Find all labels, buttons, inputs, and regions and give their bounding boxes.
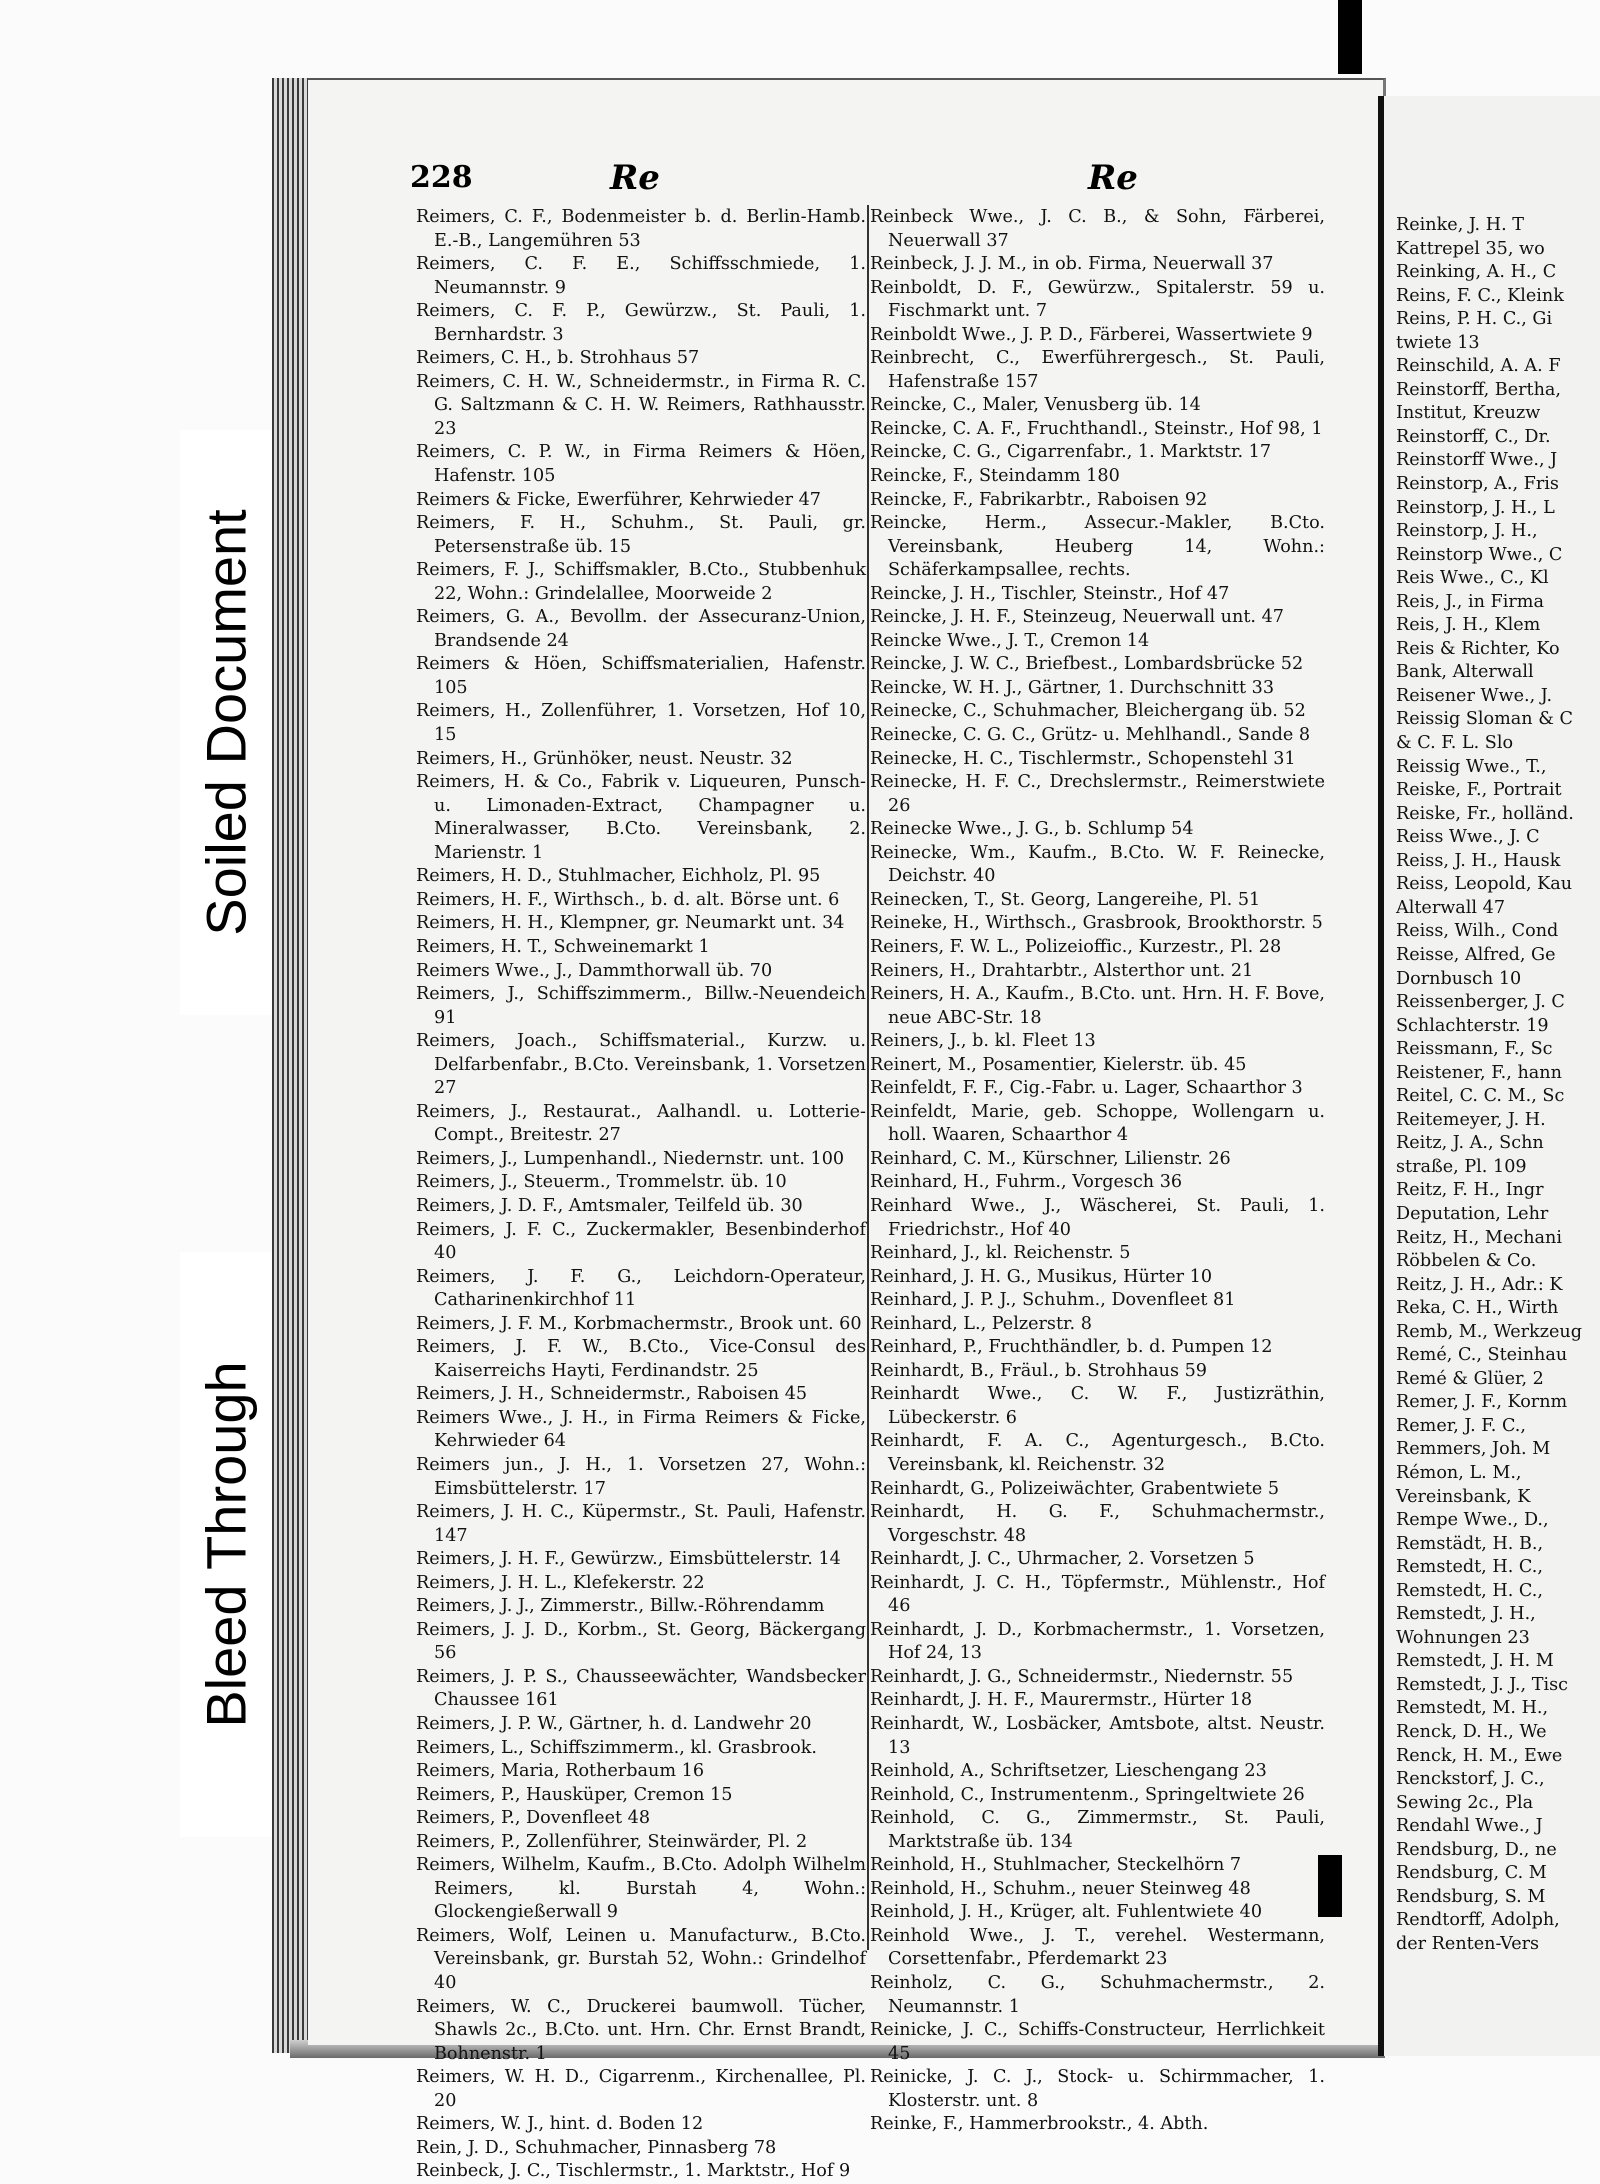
directory-entry: Reissenberger, J. C <box>1396 992 1565 1013</box>
directory-entry: Reinhold Wwe., J. T., verehel. Westermann, Corsettenfabr., Pferdemarkt 23 <box>870 1925 1325 1970</box>
directory-entry: Reincke, C., Maler, Venusberg üb. 14 <box>870 395 1201 416</box>
directory-entry: Remstädt, H. B., <box>1396 1533 1544 1554</box>
directory-entry: Rendahl Wwe., J <box>1396 1816 1543 1837</box>
directory-entry: Reimers, Maria, Rotherbaum 16 <box>416 1761 705 1782</box>
adjacent-page <box>1378 96 1600 2056</box>
directory-entry: Reinke, J. H. T <box>1396 215 1525 235</box>
directory-entry: Reinstorp, J. H., L <box>1396 497 1555 518</box>
directory-entry: Renckstorf, J. C., <box>1396 1769 1545 1790</box>
directory-entry: Reinhardt, J. D., Korbmachermstr., 1. Vorsetzen, Hof 24, 13 <box>870 1619 1325 1664</box>
directory-entry: Reimers & Höen, Schiffsmaterialien, Hafenstr. 105 <box>416 654 866 698</box>
directory-entry: Reimers, P., Zollenführer, Steinwärder, Pl. 2 <box>416 1831 808 1852</box>
directory-entry: Reinking, A. H., C <box>1396 262 1557 283</box>
directory-entry: Reimers, J. H. C., Küpermstr., St. Pauli, Hafenstr. 147 <box>416 1502 866 1546</box>
directory-entry: Reimers, L., Schiffszimmerm., kl. Grasbrook. <box>416 1737 817 1758</box>
directory-entry: Reimers, H. & Co., Fabrik v. Liqueuren, Punsch- u. Limonaden-Extract, Champagner u. Mineralwasser, B.Cto. Vereinsbank, 2. Marienstr. 1 <box>416 772 866 863</box>
directory-entry: Reiss, Leopold, Kau <box>1396 874 1573 895</box>
directory-entry: Reimers, J. H. L., Klefekerstr. 22 <box>416 1572 705 1593</box>
directory-entry: Reinhardt, J. H. F., Maurermstr., Hürter 18 <box>870 1690 1253 1711</box>
directory-entry: Reiske, F., Portrait <box>1396 780 1562 801</box>
directory-entry: Reimers, J. F. G., Leichdorn-Operateur, Catharinenkirchhof 11 <box>416 1266 866 1311</box>
directory-entry: Röbbelen & Co. <box>1396 1251 1537 1272</box>
directory-entry: Rendsburg, D., ne <box>1396 1839 1557 1860</box>
directory-entry: Reimers, J., Steuerm., Trommelstr. üb. 10 <box>416 1172 787 1193</box>
directory-entry: Reinhold, A., Schriftsetzer, Lieschengang 23 <box>870 1761 1267 1782</box>
directory-entry: Institut, Kreuzw <box>1396 403 1541 424</box>
directory-entry: Reincke, C. A. F., Fruchthandl., Steinstr., Hof 98, 1 <box>870 418 1323 439</box>
directory-entry: Reinbeck, J. J. M., in ob. Firma, Neuerwall 37 <box>870 254 1274 275</box>
directory-entry: Reiners, H. A., Kaufm., B.Cto. unt. Hrn. H. F. Bove, neue ABC-Str. 18 <box>870 984 1325 1028</box>
directory-entry: Reincke, Herm., Assecur.-Makler, B.Cto. Vereinsbank, Heuberg 14, Wohn.: Schäferkampsallee, rechts. <box>870 513 1325 581</box>
directory-entry: Remstedt, M. H., <box>1396 1698 1549 1719</box>
right-column <box>870 206 1325 2137</box>
directory-entry: Kattrepel 35, wo <box>1396 238 1545 259</box>
directory-entry: Reinhard, H., Fuhrm., Vorgesch 36 <box>870 1172 1183 1193</box>
book-spine <box>272 78 312 2053</box>
directory-entry: Reimers, J. P. S., Chausseewächter, Wandsbecker Chaussee 161 <box>416 1666 866 1711</box>
directory-entry: Reimers, J. H. F., Gewürzw., Eimsbüttelerstr. 14 <box>416 1549 841 1570</box>
directory-entry: Reineke, H., Wirthsch., Grasbrook, Brookthorstr. 5 <box>870 913 1323 934</box>
directory-entry: Reimers, C. F., Bodenmeister b. d. Berlin-Hamb. E.-B., Langemühren 53 <box>416 207 866 251</box>
directory-entry: Rempe Wwe., D., <box>1396 1510 1549 1531</box>
directory-entry: Reinhard, P., Fruchthändler, b. d. Pumpen 12 <box>870 1337 1273 1358</box>
directory-entry: Reimers Wwe., J., Dammthorwall üb. 70 <box>416 960 773 981</box>
directory-entry: Reisener Wwe., J. <box>1396 685 1553 706</box>
directory-entry: Remstedt, J. H. M <box>1396 1651 1554 1672</box>
directory-entry: Reissig Sloman & C <box>1396 709 1573 730</box>
directory-entry: Reiners, F. W. L., Polizeioffic., Kurzestr., Pl. 28 <box>870 936 1282 957</box>
directory-entry: Reinhold, J. H., Krüger, alt. Fuhlentwiete 40 <box>870 1902 1263 1923</box>
directory-entry: Wohnungen 23 <box>1396 1627 1530 1648</box>
directory-entry: Reincke, F., Fabrikarbtr., Raboisen 92 <box>870 489 1208 510</box>
directory-entry: Reinhardt Wwe., C. W. F., Justizräthin, Lübeckerstr. 6 <box>870 1384 1325 1428</box>
directory-entry: Reincke, W. H. J., Gärtner, 1. Durchschnitt 33 <box>870 677 1275 698</box>
directory-entry: Reinecke, C., Schuhmacher, Bleichergang üb. 52 <box>870 701 1306 722</box>
directory-entry: Reitz, H., Mechani <box>1396 1227 1562 1248</box>
directory-entry: Reimers, J. F. W., B.Cto., Vice-Consul des Kaiserreichs Hayti, Ferdinandstr. 25 <box>416 1337 866 1381</box>
adjacent-page-column <box>1396 214 1600 1956</box>
directory-entry: Reinhard Wwe., J., Wäscherei, St. Pauli, 1. Friedrichstr., Hof 40 <box>870 1195 1325 1240</box>
directory-entry: Reinecke Wwe., J. G., b. Schlump 54 <box>870 819 1194 840</box>
directory-entry: Reincke, J. H., Tischler, Steinstr., Hof 47 <box>870 583 1230 604</box>
bleed-through-tag <box>180 1252 272 1837</box>
directory-entry: Reinecke, Wm., Kaufm., B.Cto. W. F. Reinecke, Deichstr. 40 <box>870 842 1325 887</box>
directory-entry: Rendsburg, S. M <box>1396 1886 1546 1907</box>
directory-entry: Reimers, W. H. D., Cigarrenm., Kirchenallee, Pl. 20 <box>416 2067 866 2111</box>
directory-entry: Reitz, F. H., Ingr <box>1396 1180 1544 1201</box>
directory-entry: Reimers, Wolf, Leinen u. Manufacturw., B.Cto. Vereinsbank, gr. Burstah 52, Wohn.: Grindelhof 40 <box>416 1925 866 1994</box>
directory-entry: Reimers, C. H., b. Strohhaus 57 <box>416 348 700 369</box>
directory-entry: Reincke, F., Steindamm 180 <box>870 466 1120 487</box>
directory-entry: Reinhardt, J. G., Schneidermstr., Niedernstr. 55 <box>870 1666 1294 1687</box>
directory-entry: Reiss, Wilh., Cond <box>1396 921 1559 942</box>
directory-entry: Reimers, J. J., Zimmerstr., Billw.-Röhrendamm <box>416 1596 825 1617</box>
directory-entry: & C. F. L. Slo <box>1396 733 1514 754</box>
directory-entry: Remstedt, J. J., Tisc <box>1396 1674 1568 1695</box>
directory-entry: Reimers, J., Lumpenhandl., Niedernstr. unt. 100 <box>416 1148 845 1169</box>
directory-entry: Remstedt, H. C., <box>1396 1557 1543 1578</box>
directory-entry: Reimers, C. P. W., in Firma Reimers & Höen, Hafenstr. 105 <box>416 442 866 487</box>
directory-entry: Reis, J. H., Klem <box>1396 615 1541 636</box>
directory-entry: Reincke, J. H. F., Steinzeug, Neuerwall unt. 47 <box>870 607 1284 628</box>
directory-entry: Reimers, H. H., Klempner, gr. Neumarkt unt. 34 <box>416 913 845 934</box>
running-head-left: Re <box>610 158 660 198</box>
directory-entry: Reiss Wwe., J. C <box>1396 827 1540 848</box>
directory-entry: Reimers, H. T., Schweinemarkt 1 <box>416 936 710 957</box>
directory-entry: twiete 13 <box>1396 332 1480 353</box>
directory-entry: Reimers, H., Zollenführer, 1. Vorsetzen, Hof 10, 15 <box>416 701 866 746</box>
directory-entry: Reinhard, J. H. G., Musikus, Hürter 10 <box>870 1266 1213 1287</box>
directory-entry: Reimers Wwe., J. H., in Firma Reimers & Ficke, Kehrwieder 64 <box>416 1407 866 1452</box>
directory-entry: Reimers, J., Schiffszimmerm., Billw.-Neuendeich 91 <box>416 984 866 1028</box>
directory-entry: Remb, M., Werkzeug <box>1396 1321 1582 1342</box>
directory-entry: Reissig Wwe., T., <box>1396 756 1547 777</box>
directory-entry: Reimers, C. F. E., Schiffsschmiede, 1. Neumannstr. 9 <box>416 254 866 298</box>
directory-entry: Rémon, L. M., <box>1396 1462 1522 1483</box>
directory-entry: Reimers, W. J., hint. d. Boden 12 <box>416 2114 704 2135</box>
directory-entry: Reiss, J. H., Hausk <box>1396 850 1561 871</box>
directory-entry: Alterwall 47 <box>1396 897 1506 918</box>
directory-entry: Rein, J. D., Schuhmacher, Pinnasberg 78 <box>416 2137 777 2158</box>
directory-entry: Reinboldt Wwe., J. P. D., Färberei, Wassertwiete 9 <box>870 324 1313 345</box>
directory-entry: Reimers, J. H., Schneidermstr., Raboisen 45 <box>416 1384 808 1405</box>
directory-entry: Reis, J., in Firma <box>1396 591 1544 612</box>
directory-entry: Reinecke, H. C., Tischlermstr., Schopenstehl 31 <box>870 748 1296 769</box>
directory-entry: Reimers, F. H., Schuhm., St. Pauli, gr. Petersenstraße üb. 15 <box>416 513 866 557</box>
directory-entry: Reka, C. H., Wirth <box>1396 1298 1559 1319</box>
directory-entry: Reimers, J. F. M., Korbmachermstr., Brook unt. 60 <box>416 1313 862 1334</box>
directory-entry: Reinicke, J. C. J., Stock- u. Schirmmacher, 1. Klosterstr. unt. 8 <box>870 2067 1325 2111</box>
soiled-document-tag <box>180 430 272 1015</box>
directory-entry: Reinstorff, Bertha, <box>1396 379 1562 400</box>
directory-entry: Vereinsbank, K <box>1396 1486 1531 1507</box>
directory-entry: Reinfeldt, F. F., Cig.-Fabr. u. Lager, Schaarthor 3 <box>870 1078 1303 1099</box>
bleed-through-label: Bleed Through <box>194 1361 258 1728</box>
directory-entry: Rendsburg, C. M <box>1396 1863 1547 1884</box>
directory-entry: Reimers, C. F. P., Gewürzw., St. Pauli, 1. Bernhardstr. 3 <box>416 301 866 345</box>
directory-entry: Reinhold, H., Schuhm., neuer Steinweg 48 <box>870 1878 1251 1899</box>
directory-entry: Rendtorff, Adolph, <box>1396 1910 1560 1931</box>
directory-entry: Reinhold, C., Instrumentenm., Springeltwiete 26 <box>870 1784 1305 1805</box>
directory-entry: Reimers, W. C., Druckerei baumwoll. Tücher, Shawls 2c., B.Cto. unt. Hrn. Chr. Ernst Brandt, Bohnenstr. 1 <box>416 1996 866 2064</box>
column-divider <box>867 205 869 1950</box>
directory-entry: Reimers, P., Hausküper, Cremon 15 <box>416 1784 733 1805</box>
directory-entry: Reimers, H. D., Stuhlmacher, Eichholz, Pl. 95 <box>416 866 821 887</box>
directory-entry: Reiners, J., b. kl. Fleet 13 <box>870 1031 1096 1052</box>
directory-entry: Sewing 2c., Pla <box>1396 1792 1534 1813</box>
directory-entry: Reinholz, C. G., Schuhmachermstr., 2. Neumannstr. 1 <box>870 1973 1325 2017</box>
directory-entry: Reinbrecht, C., Ewerführergesch., St. Pauli, Hafenstraße 157 <box>870 348 1325 392</box>
directory-entry: Reinschild, A. A. F <box>1396 356 1561 377</box>
directory-entry: Reinhard, J., kl. Reichenstr. 5 <box>870 1243 1131 1264</box>
directory-entry: Reinhardt, B., Fräul., b. Strohhaus 59 <box>870 1360 1207 1381</box>
directory-entry: Reincke, J. W. C., Briefbest., Lombardsbrücke 52 <box>870 654 1304 675</box>
directory-entry: Dornbusch 10 <box>1396 968 1522 989</box>
directory-entry: Reinecke, C. G. C., Grütz- u. Mehlhandl., Sande 8 <box>870 725 1311 746</box>
page-number: 228 <box>410 160 473 195</box>
directory-entry: Reinhardt, W., Losbäcker, Amtsbote, altst. Neustr. 13 <box>870 1714 1325 1758</box>
directory-entry: Schlachterstr. 19 <box>1396 1015 1549 1036</box>
directory-entry: Reincke Wwe., J. T., Cremon 14 <box>870 630 1150 651</box>
directory-entry: Reins, P. H. C., Gi <box>1396 309 1553 330</box>
directory-entry: Reinstorp, A., Fris <box>1396 474 1559 495</box>
page-header <box>410 160 1315 200</box>
directory-entry: Reinhard, L., Pelzerstr. 8 <box>870 1313 1092 1334</box>
directory-entry: Reinhardt, J. C. H., Töpfermstr., Mühlenstr., Hof 46 <box>870 1572 1325 1617</box>
directory-entry: Reinhardt, G., Polizeiwächter, Grabentwiete 5 <box>870 1478 1280 1499</box>
directory-entry: Reimers, P., Dovenfleet 48 <box>416 1808 651 1829</box>
directory-entry: Reins, F. C., Kleink <box>1396 285 1564 306</box>
directory-entry: Remer, J. F. C., <box>1396 1415 1526 1436</box>
directory-entry: Reiske, Fr., holländ. <box>1396 803 1574 824</box>
directory-entry: Reimers, J. F. C., Zuckermakler, Besenbinderhof 40 <box>416 1219 866 1264</box>
directory-entry: Reimers, G. A., Bevollm. der Assecuranz-Union, Brandsende 24 <box>416 607 866 651</box>
directory-entry: Reinhard, C. M., Kürschner, Lilienstr. 26 <box>870 1148 1231 1169</box>
directory-entry: straße, Pl. 109 <box>1396 1156 1527 1177</box>
directory-entry: Reimers, H. F., Wirthsch., b. d. alt. Börse unt. 6 <box>416 889 840 910</box>
directory-entry: Reinicke, J. C., Schiffs-Constructeur, Herrlichkeit 45 <box>870 2020 1325 2064</box>
directory-entry: Reimers & Ficke, Ewerführer, Kehrwieder 47 <box>416 489 821 510</box>
directory-entry: Reis Wwe., C., Kl <box>1396 568 1549 589</box>
directory-entry: Reiners, H., Drahtarbtr., Alsterthor unt. 21 <box>870 960 1254 981</box>
directory-entry: Renck, D. H., We <box>1396 1722 1547 1742</box>
directory-entry: Reimers, Wilhelm, Kaufm., B.Cto. Adolph Wilhelm Reimers, kl. Burstah 4, Wohn.: Glockengießerwall 9 <box>416 1855 866 1923</box>
directory-entry: Reistener, F., hann <box>1396 1062 1562 1083</box>
directory-entry: Reitz, J. H., Adr.: K <box>1396 1274 1563 1295</box>
directory-entry: Reinhold, H., Stuhlmacher, Steckelhörn 7 <box>870 1855 1242 1876</box>
directory-entry: Reinecken, T., St. Georg, Langereihe, Pl. 51 <box>870 889 1261 910</box>
directory-entry: Remer, J. F., Kornm <box>1396 1392 1568 1413</box>
directory-entry: Reitel, C. C. M., Sc <box>1396 1086 1565 1107</box>
top-right-bar <box>1338 0 1362 74</box>
directory-entry: Reinert, M., Posamentier, Kielerstr. üb. 45 <box>870 1054 1247 1075</box>
directory-entry: Remé, C., Steinhau <box>1396 1345 1568 1366</box>
directory-entry: Reinbeck, J. C., Tischlermstr., 1. Marktstr., Hof 9 <box>416 2161 851 2182</box>
directory-entry: Reinhardt, J. C., Uhrmacher, 2. Vorsetzen 5 <box>870 1549 1255 1570</box>
running-head-right: Re <box>1088 158 1138 198</box>
directory-entry: Reitemeyer, J. H. <box>1396 1109 1546 1130</box>
soiled-document-label: Soiled Document <box>194 509 258 936</box>
directory-entry: Reinhardt, H. G. F., Schuhmachermstr., Vorgeschstr. 48 <box>870 1502 1325 1546</box>
directory-entry: Reinbeck Wwe., J. C. B., & Sohn, Färberei, Neuerwall 37 <box>870 207 1325 251</box>
directory-entry: Remmers, Joh. M <box>1396 1439 1551 1460</box>
directory-entry: Remé & Glüer, 2 <box>1396 1368 1544 1389</box>
directory-entry: Reimers, Joach., Schiffsmaterial., Kurzw. u. Delfarbenfabr., B.Cto. Vereinsbank, 1. Vorsetzen 27 <box>416 1031 866 1099</box>
directory-entry: Reimers, J., Restaurat., Aalhandl. u. Lotterie-Compt., Breitestr. 27 <box>416 1101 866 1146</box>
directory-entry: Reinhard, J. P. J., Schuhm., Dovenfleet 81 <box>870 1290 1236 1311</box>
directory-entry: Reisse, Alfred, Ge <box>1396 944 1556 965</box>
directory-entry: Reinstorp Wwe., C <box>1396 544 1563 565</box>
directory-entry: Bank, Alterwall <box>1396 662 1534 683</box>
directory-entry: Reimers, J. D. F., Amtsmaler, Teilfeld üb. 30 <box>416 1195 803 1216</box>
left-column <box>416 206 866 2184</box>
directory-entry: Reimers, J. J. D., Korbm., St. Georg, Bäckergang 56 <box>416 1619 866 1664</box>
directory-entry: Reimers jun., J. H., 1. Vorsetzen 27, Wohn.: Eimsbüttelerstr. 17 <box>416 1454 866 1499</box>
directory-entry: Reimers, F. J., Schiffsmakler, B.Cto., Stubbenhuk 22, Wohn.: Grindelallee, Moorweide 2 <box>416 560 866 604</box>
directory-entry: Reis & Richter, Ko <box>1396 638 1560 659</box>
directory-entry: Reinhold, C. G., Zimmermstr., St. Pauli, Marktstraße üb. 134 <box>870 1808 1325 1852</box>
directory-entry: Reinfeldt, Marie, geb. Schoppe, Wollengarn u. holl. Waaren, Schaarthor 4 <box>870 1101 1325 1146</box>
directory-entry: Reimers, H., Grünhöker, neust. Neustr. 32 <box>416 748 793 769</box>
directory-entry: Remstedt, J. H., <box>1396 1604 1536 1625</box>
directory-entry: Reinstorff Wwe., J <box>1396 450 1558 471</box>
directory-entry: Reinstorp, J. H., <box>1396 521 1538 542</box>
directory-entry: Reitz, J. A., Schn <box>1396 1133 1544 1154</box>
directory-entry: der Renten-Vers <box>1396 1933 1540 1954</box>
directory-entry: Reimers, J. P. W., Gärtner, h. d. Landwehr 20 <box>416 1714 812 1734</box>
directory-entry: Renck, H. M., Ewe <box>1396 1745 1563 1766</box>
directory-entry: Reinke, F., Hammerbrookstr., 4. Abth. <box>870 2114 1209 2135</box>
directory-entry: Reimers, C. H. W., Schneidermstr., in Firma R. C. G. Saltzmann & C. H. W. Reimers, Rathhausstr. 23 <box>416 371 866 439</box>
directory-entry: Reinecke, H. F. C., Drechslermstr., Reimerstwiete 26 <box>870 772 1325 816</box>
directory-entry: Deputation, Lehr <box>1396 1203 1549 1224</box>
directory-entry: Reinstorff, C., Dr. <box>1396 426 1551 447</box>
directory-entry: Remstedt, H. C., <box>1396 1580 1543 1601</box>
directory-entry: Reinboldt, D. F., Gewürzw., Spitalerstr. 59 u. Fischmarkt unt. 7 <box>870 277 1325 322</box>
directory-entry: Reissmann, F., Sc <box>1396 1039 1553 1060</box>
directory-entry: Reinhardt, F. A. C., Agenturgesch., B.Cto. Vereinsbank, kl. Reichenstr. 32 <box>870 1431 1325 1475</box>
directory-entry: Reincke, C. G., Cigarrenfabr., 1. Marktstr. 17 <box>870 442 1272 463</box>
